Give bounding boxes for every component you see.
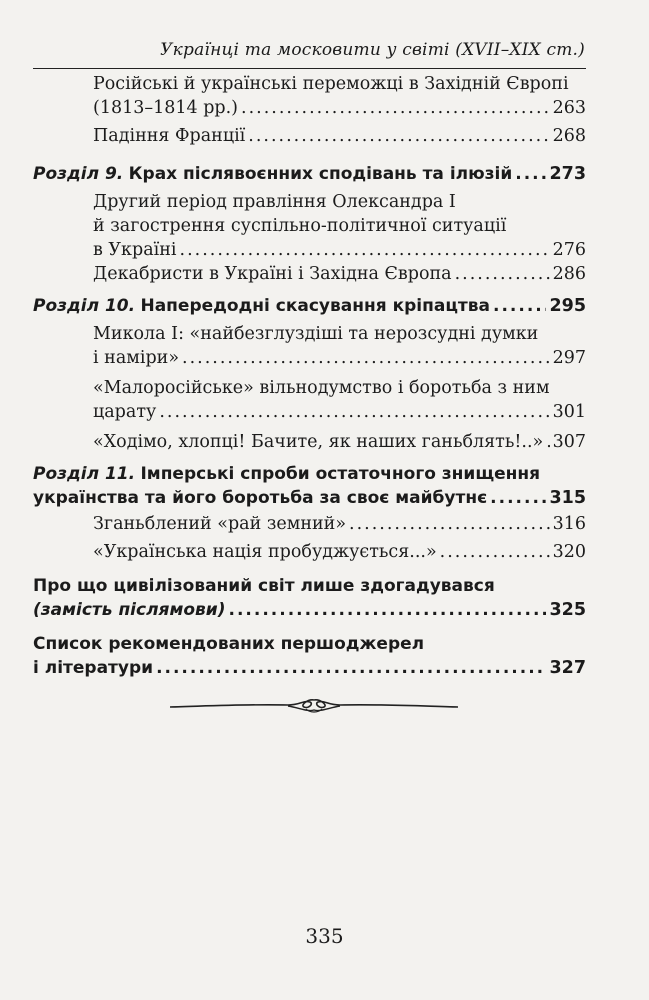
toc-page-number: 286 [552, 264, 586, 284]
toc-entry-title: і літератури [33, 658, 154, 678]
toc-page-number: 315 [549, 488, 586, 508]
toc-page-number: 320 [552, 542, 586, 562]
toc-entry [63, 322, 586, 370]
toc-page-number: 316 [552, 514, 586, 534]
toc-entry-title: «Українська нація пробуджується...» [93, 542, 437, 562]
toc-entry-title: Про що цивілізований світ лише здогадувався [33, 576, 495, 596]
dot-leader [349, 512, 550, 536]
toc-page-number: 295 [549, 296, 586, 316]
toc-entry-title: Список рекомендованих першоджерел [33, 634, 425, 654]
toc-entry-title: Імперські спроби остаточного знищення [140, 464, 541, 484]
toc-entry-title: Декабристи в Україні і Західна Європа [93, 264, 452, 284]
toc-entry-title: (1813–1814 рр.) [93, 98, 239, 118]
toc-page-number: 301 [552, 402, 586, 422]
toc-page-number: 268 [552, 126, 586, 146]
toc-entry [63, 376, 586, 424]
toc-entry [63, 72, 586, 120]
toc-entry [33, 574, 586, 622]
dot-leader [455, 262, 550, 286]
toc-page-number: 307 [552, 432, 586, 452]
chapter-label: Розділ 10. [33, 296, 136, 316]
toc-entry-title: українства та його боротьба за своє майбутнє [33, 488, 488, 508]
toc-entry-title: Російські й українські переможці в Західній Європі [93, 74, 569, 94]
toc-entry-title: і наміри» [93, 348, 180, 368]
toc-entry-title: Падіння Франції [93, 126, 246, 146]
header-rule [33, 68, 586, 69]
toc-entry-title: Зганьблений «рай земний» [93, 514, 347, 534]
toc-entry-title: «Ходімо, хлопці! Бачите, як наших ганьблять!..» [93, 432, 544, 452]
dot-leader [180, 238, 550, 262]
toc-entry [63, 190, 586, 262]
toc-page-number: 276 [552, 240, 586, 260]
toc-entry-title: Микола I: «найбезглуздіші та нерозсудні думки [93, 324, 539, 344]
toc-entry [33, 162, 586, 186]
dot-leader [182, 346, 550, 370]
dot-leader [159, 400, 549, 424]
toc-page-number: 273 [549, 164, 586, 184]
toc-page-number: 327 [549, 658, 586, 678]
dot-leader [156, 656, 546, 680]
dot-leader [546, 430, 549, 454]
dot-leader [440, 540, 550, 564]
toc-entry [63, 512, 586, 536]
toc-entry-title: Крах післявоєнних сподівань та ілюзій [128, 164, 513, 184]
toc-entry-title: «Малоросійське» вільнодумство і боротьба з ним [93, 378, 550, 398]
dot-leader [515, 162, 546, 186]
dot-leader [493, 294, 546, 318]
page-number: 335 [305, 924, 344, 948]
toc-entry [63, 262, 586, 286]
toc-entry [63, 430, 586, 454]
toc-entry-title: в Україні [93, 240, 177, 260]
dot-leader [241, 96, 550, 120]
toc-entry [33, 294, 586, 318]
chapter-label: Розділ 11. [33, 464, 136, 484]
dot-leader [228, 598, 546, 622]
toc-entry [33, 462, 586, 510]
toc-page-number: 325 [549, 600, 586, 620]
toc-page-number: 297 [552, 348, 586, 368]
dot-leader [248, 124, 549, 148]
dot-leader [490, 486, 546, 510]
toc-entry-title: Напередодні скасування кріпацтва [140, 296, 491, 316]
toc-page-number: 263 [552, 98, 586, 118]
toc-entry-title: Другий період правління Олександра I [93, 192, 456, 212]
toc-entry-title: (замість післямови) [33, 600, 226, 620]
toc-entry [63, 540, 586, 564]
chapter-label: Розділ 9. [33, 164, 124, 184]
ornament-divider [168, 696, 460, 716]
toc-entry [63, 124, 586, 148]
toc-entry-title: й загострення суспільно-політичної ситуації [93, 216, 507, 236]
toc-entry [33, 632, 586, 680]
toc-entry-title: царату [93, 402, 157, 422]
running-head: Українці та московити у світі (XVII–XIX ст.) [160, 40, 585, 60]
